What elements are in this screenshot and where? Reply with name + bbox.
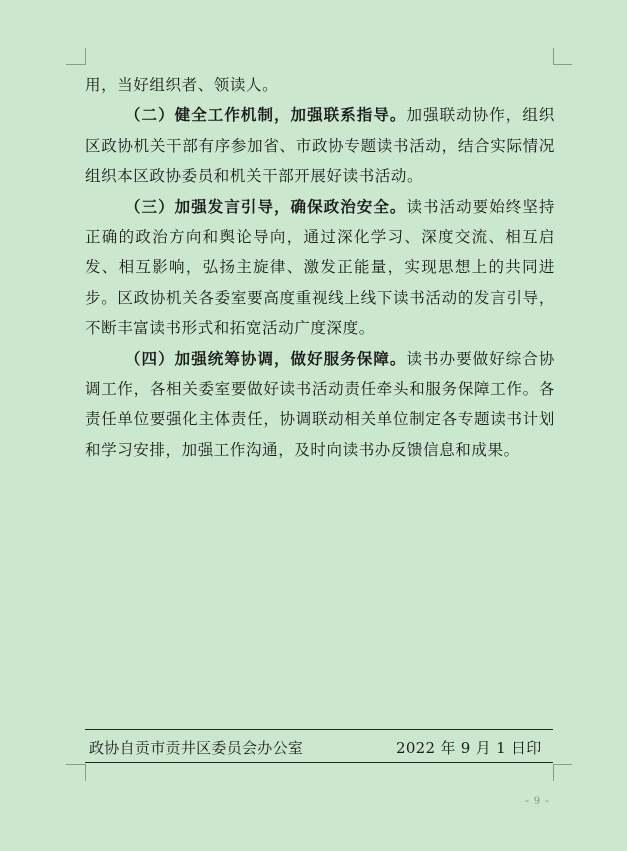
paragraph-section-3 [85,192,555,344]
crop-mark-top-left-vertical [85,48,86,65]
document-body [85,70,555,465]
footer-top-rule [85,729,553,730]
paragraph-section-4 [85,344,555,466]
paragraph-text: 读书活动要始终坚持正确的政治方向和舆论导向，通过深化学习、深度交流、相互启发、相互影响，弘扬主旋律、激发正能量，实现思想上的共同进步。区政协机关各委室要高度重视线上线下读书活动的发言引导，不断丰富读书形式和拓宽活动广度深度。 [85,197,555,338]
section-heading: （三）加强发言引导，确保政治安全。 [125,196,407,216]
footer-issuer: 政协自贡市贡井区委员会办公室 [89,739,304,757]
section-heading: （二）健全工作机制，加强联系指导。 [125,105,407,125]
section-heading: （四）加强统筹协调，做好服务保障。 [125,348,407,368]
paragraph-text: 读书办要做好综合协调工作，各相关委室要做好读书活动责任牵头和服务保障工作。各责任单位要强化主体责任，协调联动相关单位制定各专题读书计划和学习安排，加强工作沟通，及时向读书办反馈信息和成果。 [85,349,555,459]
crop-mark-top-left-horizontal [66,64,85,65]
crop-mark-bottom-right-vertical [553,764,554,781]
paragraph-text: 加强联动协作，组织区政协机关干部有序参加省、市政协专题读书活动，结合实际情况组织本区政协委员和机关干部开展好读书活动。 [85,106,555,186]
footer-bottom-rule [85,762,553,763]
paragraph-continuation [85,70,555,100]
crop-mark-top-right-horizontal [553,64,572,65]
paragraph-section-2 [85,100,555,191]
crop-mark-bottom-left-horizontal [66,764,85,765]
crop-mark-top-right-vertical [553,48,554,65]
page-number: - 9 - [525,793,550,807]
crop-mark-bottom-left-vertical [85,764,86,781]
crop-mark-bottom-right-horizontal [553,764,572,765]
footer-print-date: 2022 年 9 月 1 日印 [396,739,542,757]
paragraph-text: 用，当好组织者、领读人。 [85,76,279,94]
